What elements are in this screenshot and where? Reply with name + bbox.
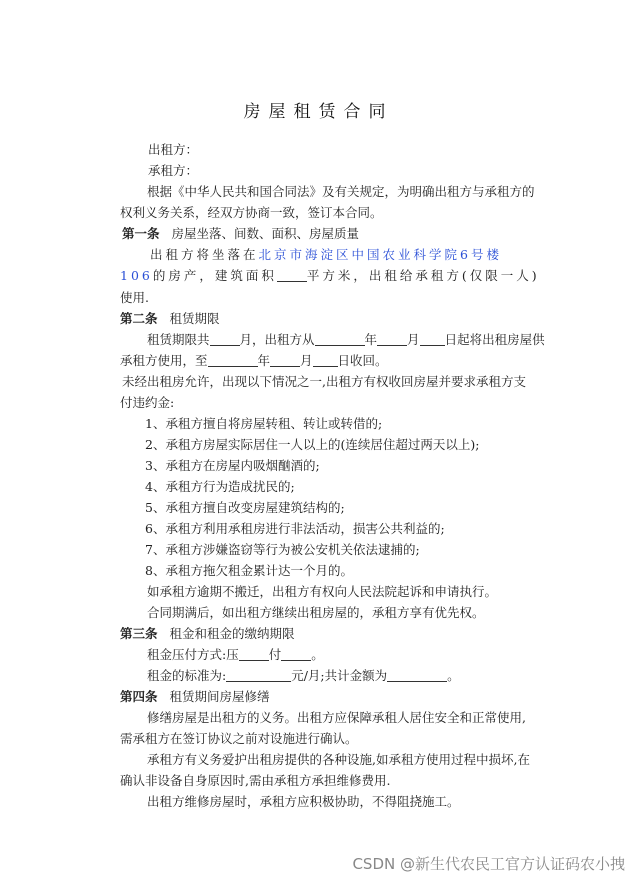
- lessee-label: 承租方：: [148, 163, 199, 178]
- repair-line-5: 出租方维修房屋时，承租方应积极协助，不得阻挠施工。: [147, 794, 460, 809]
- repair-line-4: 确认非设备自身原因时,需由承租方承担维修费用.: [120, 773, 391, 788]
- term-text: 年: [257, 353, 271, 368]
- article-1-line-1: [150, 247, 502, 263]
- article-2-number: 第二条: [120, 311, 158, 326]
- repair-line-3: 承租方有义务爱护出租房提供的各种设施,如承租方使用过程中损坏,在: [147, 752, 530, 767]
- intro-line-1: 根据《中华人民共和国合同法》及有关规定，为明确出租方与承租方的: [147, 184, 535, 199]
- term-text: 租赁期限共: [147, 332, 210, 347]
- lease-term-line-1: [147, 332, 545, 348]
- lessor-label: 出租方：: [148, 142, 199, 157]
- article-3-number: 第三条: [120, 626, 158, 641]
- term-text: 月，出租方从: [239, 332, 315, 347]
- article-1-line-3: 使用.: [120, 290, 149, 305]
- room-number: 106: [120, 268, 153, 283]
- term-text: 承租方使用，至: [120, 353, 208, 368]
- article-4-number: 第四条: [120, 689, 158, 704]
- eviction-note: 如承租方逾期不搬迁，出租方有权向人民法院起诉和申请执行。: [147, 584, 498, 599]
- payment-text: 付: [268, 647, 282, 662]
- article-1-heading-line: [122, 226, 359, 242]
- renewal-note: 合同期满后，如出租方继续出租房屋的，承租方享有优先权。: [147, 605, 485, 620]
- intro-line-2: 权利义务关系，经双方协商一致，签订本合同。: [120, 205, 383, 220]
- lease-term-line-2: [120, 353, 388, 369]
- address-text: 北京市海淀区中国农业科学院6号楼: [258, 247, 502, 262]
- article-1-text: 平方米，出租给承租方(仅限一人): [306, 268, 540, 283]
- list-item: 3、承租方在房屋内吸烟酗酒的;: [145, 458, 320, 473]
- end-day-blank[interactable]: [313, 354, 338, 367]
- article-4-heading-line: [120, 689, 269, 705]
- article-4-title: 租赁期间房屋修缮: [169, 689, 270, 704]
- payment-text: 。: [311, 647, 324, 662]
- list-item: 2、承租方房屋实际居住一人以上的(连续居住超过两天以上);: [145, 437, 480, 452]
- article-1-text: 出租方将坐落在: [150, 247, 259, 262]
- end-year-blank[interactable]: [208, 354, 258, 367]
- repair-line-2: 需承租方在签订协议之前对设施进行确认。: [120, 731, 358, 746]
- list-item: 8、承租方拖欠租金累计达一个月的。: [145, 563, 353, 578]
- list-item: 4、承租方行为造成扰民的;: [145, 479, 295, 494]
- term-text: 月: [300, 353, 313, 368]
- term-text: 月: [407, 332, 420, 347]
- payment-text: 元/月;共计金额为: [291, 668, 388, 683]
- watermark-text: CSDN @新生代农民工官方认证码农小拽: [352, 855, 625, 873]
- deposit-months-blank[interactable]: [239, 648, 269, 661]
- total-amount-blank[interactable]: [387, 669, 447, 682]
- payment-text: 租金压付方式:压: [147, 647, 239, 662]
- payment-text: 租金的标准为:: [147, 668, 227, 683]
- monthly-rent-blank[interactable]: [226, 669, 291, 682]
- list-item: 5、承租方擅自改变房屋建筑结构的;: [145, 500, 345, 515]
- article-2-heading-line: [120, 311, 219, 327]
- article-3-title: 租金和租金的缴纳期限: [169, 626, 295, 641]
- term-text: 年: [364, 332, 378, 347]
- payment-text: 。: [447, 668, 460, 683]
- rent-amount-line: [147, 668, 460, 684]
- start-day-blank[interactable]: [420, 333, 445, 346]
- list-item: 1、承租方擅自将房屋转租、转让或转借的;: [145, 416, 383, 431]
- document-title: 房屋租赁合同: [243, 102, 394, 122]
- months-blank[interactable]: [210, 333, 240, 346]
- list-item: 7、承租方涉嫌盗窃等行为被公安机关依法逮捕的;: [145, 542, 420, 557]
- end-month-blank[interactable]: [270, 354, 300, 367]
- breach-conditions-line-2: 付违约金:: [120, 395, 175, 410]
- article-1-number: 第一条: [122, 226, 160, 241]
- payment-method-line: [147, 647, 324, 663]
- list-item: 6、承租方利用承租房进行非法活动，损害公共利益的;: [145, 521, 445, 536]
- article-1-title: 房屋坐落、间数、面积、房屋质量: [171, 226, 359, 241]
- term-text: 日收回。: [337, 353, 388, 368]
- breach-conditions-line-1: 未经出租房允许，出现以下情况之一,出租方有权收回房屋并要求承租方支: [122, 374, 526, 389]
- term-text: 日起将出租房屋供: [444, 332, 545, 347]
- article-1-line-2: [120, 268, 540, 284]
- repair-line-1: 修缮房屋是出租方的义务。出租方应保障承租人居住安全和正常使用,: [147, 710, 526, 725]
- article-2-title: 租赁期限: [169, 311, 220, 326]
- article-1-text: 的房产，建筑面积: [152, 268, 277, 283]
- area-blank[interactable]: [277, 269, 307, 282]
- article-3-heading-line: [120, 626, 294, 642]
- start-month-blank[interactable]: [377, 333, 407, 346]
- start-year-blank[interactable]: [315, 333, 365, 346]
- pay-months-blank[interactable]: [281, 648, 311, 661]
